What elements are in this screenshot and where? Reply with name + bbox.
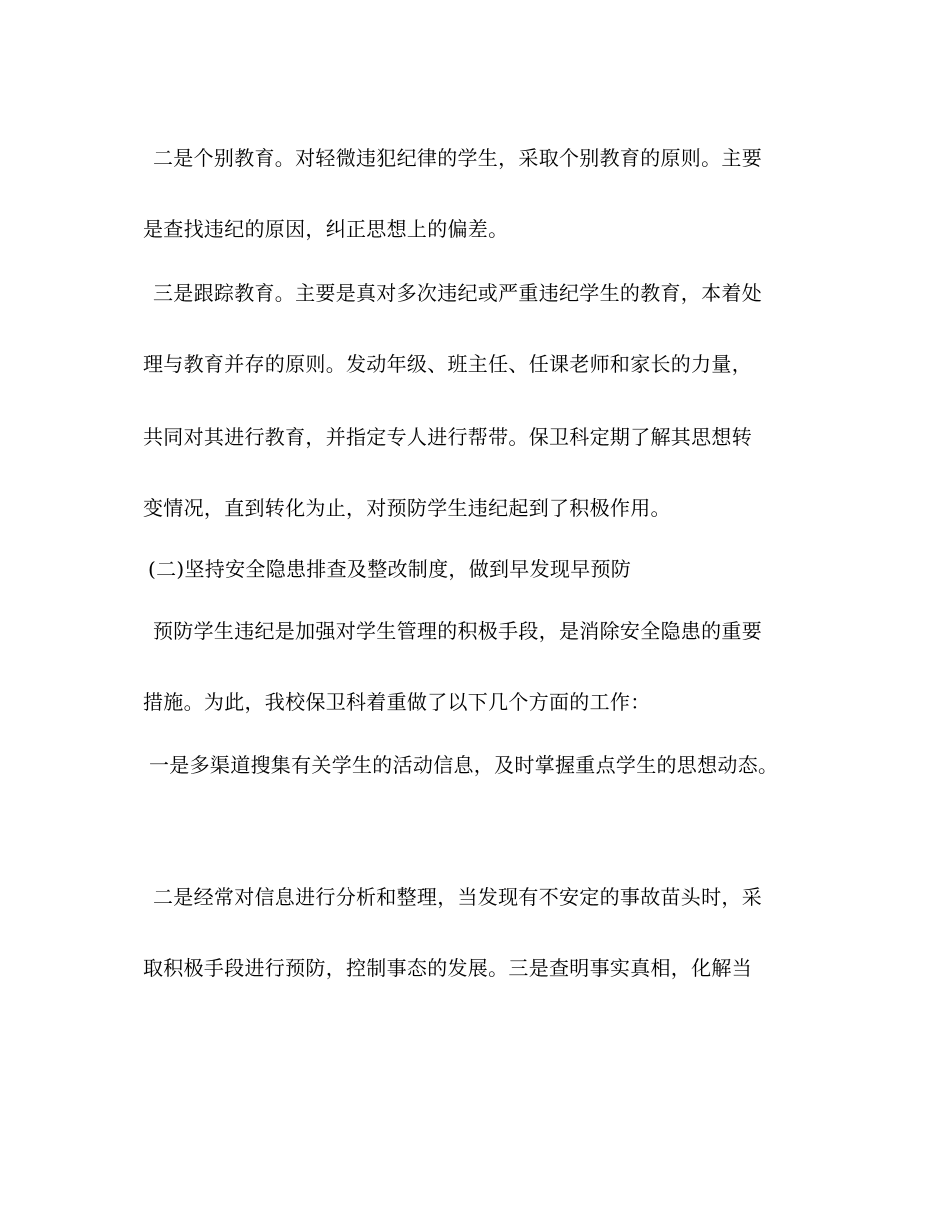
paragraph-line: 取积极手段进行预防，控制事态的发展。三是查明事实真相，化解当 [143,956,752,980]
paragraph-line: 共同对其进行教育，并指定专人进行帮带。保卫科定期了解其思想转 [143,425,752,449]
paragraph-line: 预防学生违纪是加强对学生管理的积极手段，是消除安全隐患的重要 [153,619,762,643]
paragraph-line: 一是多渠道搜集有关学生的活动信息，及时掌握重点学生的思想动态。 [149,753,779,777]
paragraph-line: 是查找违纪的原因，纠正思想上的偏差。 [143,217,509,241]
paragraph-line: 变情况，直到转化为止，对预防学生违纪起到了积极作用。 [143,496,671,520]
paragraph-line: 二是个别教育。对轻微违犯纪律的学生，采取个别教育的原则。主要 [153,146,762,170]
paragraph-line: 二是经常对信息进行分析和整理，当发现有不安定的事故苗头时，采 [153,885,762,909]
paragraph-line: 理与教育并存的原则。发动年级、班主任、任课老师和家长的力量， [143,352,752,376]
paragraph-line: 三是跟踪教育。主要是真对多次违纪或严重违纪学生的教育，本着处 [153,281,762,305]
paragraph-line: 措施。为此，我校保卫科着重做了以下几个方面的工作： [143,690,651,714]
section-heading: (二)坚持安全隐患排查及整改制度，做到早发现早预防 [148,557,632,581]
